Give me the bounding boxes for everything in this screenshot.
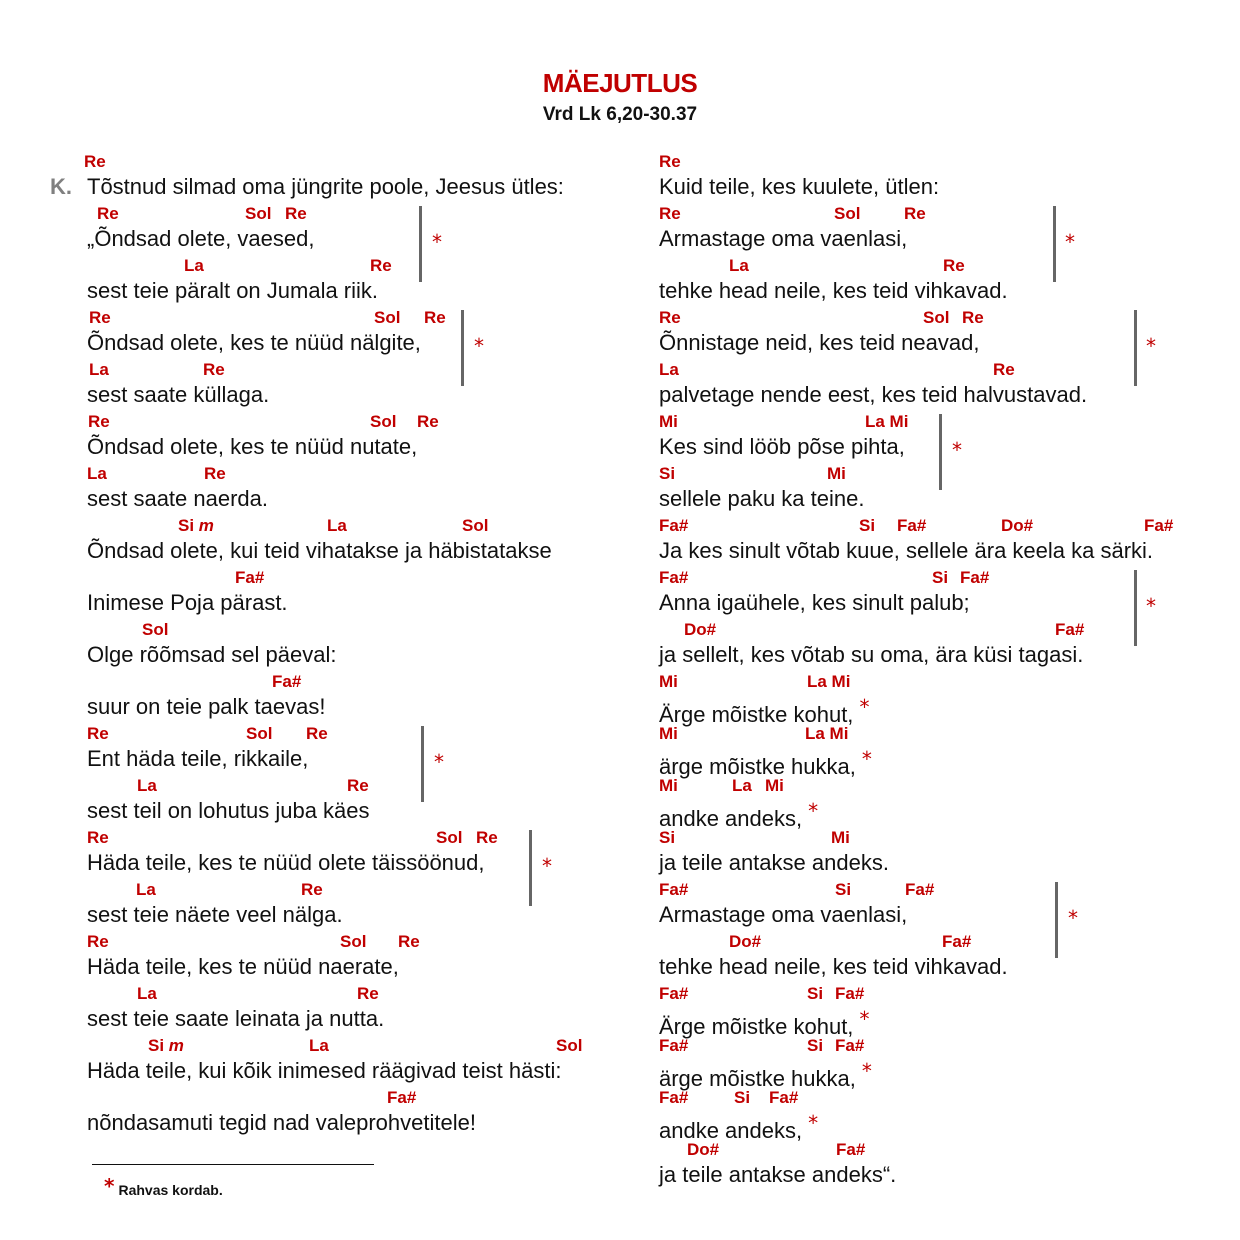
chord-label: Mi: [659, 672, 678, 691]
chord-label: La: [729, 256, 749, 275]
repeat-asterisk-icon: *: [808, 1111, 819, 1135]
chord-label: La: [137, 984, 157, 1003]
chord-row: [659, 876, 1153, 902]
chord-label: Re: [204, 464, 226, 483]
chord-minor-mark: m: [164, 1036, 184, 1055]
lyric-text: [659, 538, 1153, 564]
chord-label: Si: [807, 984, 824, 1003]
lyric-words: Ent häda teile, rikkaile,: [87, 746, 309, 771]
chord-row: [659, 304, 1153, 330]
chord-label: Sol: [462, 516, 489, 535]
chord-label: La: [732, 776, 752, 795]
lyric-words: andke andeks,: [659, 806, 803, 831]
page-title: MÄEJUTLUS: [542, 68, 698, 98]
chord-row: [87, 876, 564, 902]
lyric-words: Ärge mõistke kohut,: [659, 702, 854, 727]
lyric-words: sest saate naerda.: [87, 486, 269, 511]
chord-label: Fa#: [1144, 516, 1174, 535]
footnote: [104, 1174, 223, 1198]
chord-label: Re: [347, 776, 369, 795]
chord-row: [659, 824, 1153, 850]
lyric-text: [659, 642, 1153, 668]
chord-row: [659, 200, 1153, 226]
lyric-text: [87, 486, 564, 512]
lyric-text: [87, 382, 564, 408]
chord-row: [87, 460, 564, 486]
repeat-asterisk-icon: *: [1146, 594, 1156, 618]
lyric-text: [87, 278, 564, 304]
chord-label: Re: [88, 412, 110, 431]
lyric-words: Armastage oma vaenlasi,: [659, 902, 908, 927]
chord-row: [659, 668, 1153, 694]
chord-label: Re: [285, 204, 307, 223]
repeat-asterisk-icon: *: [1065, 230, 1075, 254]
chord-row: [659, 148, 1153, 174]
chord-label: Mi: [659, 776, 678, 795]
chord-row: [87, 252, 564, 278]
chord-label: Re: [659, 308, 681, 327]
repeat-asterisk-icon: *: [861, 1059, 872, 1083]
lyric-words: tehke head neile, kes teid vihkavad.: [659, 954, 1008, 979]
verse-line: [659, 252, 1153, 304]
verse-line: [87, 668, 564, 720]
lyric-words: Häda teile, kes te nüüd olete täissöönud,: [87, 850, 485, 875]
lyric-words: nõndasamuti tegid nad valeprohvetitele!: [87, 1110, 476, 1135]
repeat-asterisk-icon: *: [808, 799, 819, 823]
chord-label: Fa#: [659, 984, 689, 1003]
chord-row: [87, 564, 564, 590]
verse-line: [87, 564, 564, 616]
chord-row: [659, 1084, 1153, 1110]
lyric-text: [87, 694, 564, 720]
chord-row: [659, 512, 1174, 538]
chord-row: [87, 1084, 564, 1110]
chord-label: Sol: [556, 1036, 583, 1055]
lyric-text: [87, 174, 564, 200]
lyric-words: Ärge mõistke kohut,: [659, 1014, 854, 1039]
verse-line: [659, 356, 1153, 408]
chord-row: [87, 304, 564, 330]
lyric-words: andke andeks,: [659, 1118, 803, 1143]
chord-row: [659, 616, 1153, 642]
chord-label: Sol: [142, 620, 169, 639]
lyric-words: Kes sind lööb põse pihta,: [659, 434, 905, 459]
lyric-text: [87, 590, 564, 616]
chord-label: La: [136, 880, 156, 899]
verse-line: [87, 252, 564, 304]
lyric-words: Häda teile, kes te nüüd naerate,: [87, 954, 399, 979]
lyric-text: [87, 1110, 564, 1136]
chord-row: [659, 980, 1153, 1006]
verse-line: [659, 668, 1153, 727]
lyric-words: Õndsad olete, kes te nüüd nutate,: [87, 434, 418, 459]
chord-label: Re: [84, 152, 106, 171]
verse-line: [659, 200, 1153, 252]
verse-line: [87, 824, 564, 876]
verse-line: [87, 772, 564, 824]
speaker-label: K.: [50, 174, 72, 199]
lyric-words: Tõstnud silmad oma jüngrite poole, Jeesus ütles:: [87, 174, 564, 199]
chord-label: La: [309, 1036, 329, 1055]
chord-label: Re: [301, 880, 323, 899]
repeat-asterisk-icon: *: [861, 747, 872, 771]
lyric-text: [87, 434, 564, 460]
chord-label: Fa#: [659, 568, 689, 587]
chord-row: [659, 1032, 1153, 1058]
lyric-text: [659, 226, 1153, 252]
chord-label: Re: [203, 360, 225, 379]
chord-label: Sol: [340, 932, 367, 951]
lyric-words: Õnnistage neid, kes teid neavad,: [659, 330, 980, 355]
chord-row: [659, 252, 1153, 278]
page-subtitle: Vrd Lk 6,20-30.37: [542, 104, 698, 125]
lyric-words: sest teie näete veel nälga.: [87, 902, 343, 927]
chord-row: [87, 980, 564, 1006]
verse-line: [659, 980, 1153, 1039]
verse-line: [659, 512, 1174, 564]
chord-label: La: [87, 464, 107, 483]
chord-label: Fa#: [836, 1140, 866, 1159]
chord-label: Re: [357, 984, 379, 1003]
verse-line: [659, 928, 1153, 980]
chord-label: Mi: [765, 776, 784, 795]
chord-label: Sol: [370, 412, 397, 431]
verse-line: [659, 616, 1153, 668]
repeat-asterisk-icon: *: [859, 695, 870, 719]
lyric-text: [659, 1110, 1153, 1143]
lyric-text: [659, 434, 1153, 460]
chord-label: Sol: [246, 724, 273, 743]
lyric-words: sest teie päralt on Jumala riik.: [87, 278, 379, 303]
chord-label: Si m: [148, 1036, 184, 1055]
chord-label: Si: [932, 568, 949, 587]
verse-line: [87, 408, 564, 460]
repeat-bracket: [1053, 206, 1056, 282]
chord-label: Fa#: [272, 672, 302, 691]
chord-label: Re: [89, 308, 111, 327]
chord-label: Re: [476, 828, 498, 847]
verse-line: [659, 1084, 1153, 1143]
chord-label: Re: [370, 256, 392, 275]
chord-row: [87, 772, 564, 798]
chord-label: Re: [659, 152, 681, 171]
chord-label: Re: [87, 932, 109, 951]
lyric-text: [659, 278, 1153, 304]
chord-row: [84, 148, 564, 174]
repeat-asterisk-icon: *: [432, 230, 442, 254]
chord-label: Mi: [827, 464, 846, 483]
verse-line: [659, 824, 1153, 876]
chord-row: [659, 408, 1153, 434]
repeat-asterisk-icon: *: [952, 438, 962, 462]
lyric-words: ja sellelt, kes võtab su oma, ära küsi tagasi.: [659, 642, 1084, 667]
repeat-bracket: [1055, 882, 1058, 958]
chord-label: Re: [87, 828, 109, 847]
footnote-divider: [92, 1164, 374, 1165]
chord-label: Re: [943, 256, 965, 275]
chord-label: Si: [807, 1036, 824, 1055]
lyric-text: [659, 902, 1153, 928]
lyric-words: sest teil on lohutus juba käes: [87, 798, 370, 823]
lyric-text: [87, 226, 564, 252]
chord-label: Fa#: [769, 1088, 799, 1107]
chord-label: La: [659, 360, 679, 379]
chord-label: Fa#: [835, 984, 865, 1003]
lyric-text: [659, 1058, 1153, 1091]
chord-label: Fa#: [659, 516, 689, 535]
repeat-asterisk-icon: *: [1068, 906, 1078, 930]
verse-line: [659, 148, 1153, 200]
chord-label: Do#: [729, 932, 762, 951]
chord-label: Si: [859, 516, 876, 535]
lyric-words: Kuid teile, kes kuulete, ütlen:: [659, 174, 940, 199]
lyric-words: suur on teie palk taevas!: [87, 694, 326, 719]
chord-row: [87, 928, 564, 954]
chord-row: [87, 200, 564, 226]
lyric-text: [87, 538, 564, 564]
verse-line: [87, 512, 564, 564]
chord-label: La: [184, 256, 204, 275]
chord-label: Sol: [834, 204, 861, 223]
repeat-asterisk-icon: *: [542, 854, 552, 878]
chord-label: Re: [904, 204, 926, 223]
chord-row: [659, 564, 1153, 590]
verse-line: [87, 720, 564, 772]
lyric-text: [659, 1162, 1153, 1188]
verse-line: [659, 304, 1153, 356]
chord-label: Sol: [436, 828, 463, 847]
chord-label: Fa#: [905, 880, 935, 899]
lyric-words: ja teile antakse andeks.: [659, 850, 889, 875]
chord-label: Fa#: [387, 1088, 417, 1107]
chord-row: [87, 1032, 583, 1058]
repeat-asterisk-icon: *: [434, 750, 444, 774]
lyric-words: ärge mõistke hukka,: [659, 1066, 856, 1091]
lyric-words: Armastage oma vaenlasi,: [659, 226, 908, 251]
lyric-words: Ja kes sinult võtab kuue, sellele ära keela ka särki.: [659, 538, 1154, 563]
lyric-words: sest teie saate leinata ja nutta.: [87, 1006, 385, 1031]
lyric-words: Õndsad olete, kes te nüüd nälgite,: [87, 330, 421, 355]
chord-row: [87, 512, 564, 538]
chord-minor-mark: m: [194, 516, 214, 535]
chord-label: Re: [87, 724, 109, 743]
lyric-words: sest saate küllaga.: [87, 382, 270, 407]
lyric-words: Anna igaühele, kes sinult palub;: [659, 590, 970, 615]
chord-label: Do#: [1001, 516, 1034, 535]
lyric-text: [87, 642, 564, 668]
lyric-text: [659, 694, 1153, 727]
chord-label: Sol: [245, 204, 272, 223]
chord-label: Re: [97, 204, 119, 223]
lyric-words: Inimese Poja pärast.: [87, 590, 288, 615]
repeat-bracket: [939, 414, 942, 490]
repeat-bracket: [419, 206, 422, 282]
chord-label: La: [89, 360, 109, 379]
repeat-bracket: [1134, 310, 1137, 386]
repeat-bracket: [1134, 570, 1137, 646]
chord-label: Re: [659, 204, 681, 223]
left-column: [84, 148, 583, 1136]
chord-label: Fa#: [835, 1036, 865, 1055]
chord-row: [659, 720, 1153, 746]
lyric-words: palvetage nende eest, kes teid halvustavad.: [659, 382, 1088, 407]
verse-line: [84, 148, 564, 200]
right-column: [659, 148, 1174, 1188]
chord-label: Mi: [659, 412, 678, 431]
lyric-text: [659, 382, 1153, 408]
repeat-bracket: [421, 726, 424, 802]
lyric-words: Häda teile, kui kõik inimesed räägivad teist hästi:: [87, 1058, 562, 1083]
chord-label: Si m: [178, 516, 214, 535]
chord-row: [659, 772, 1153, 798]
chord-label: Fa#: [942, 932, 972, 951]
chord-label: Fa#: [659, 880, 689, 899]
verse-line: [87, 928, 564, 980]
verse-line: [659, 1032, 1153, 1091]
footnote-text: Rahvas kordab.: [118, 1182, 223, 1198]
chord-row: [87, 824, 564, 850]
verse-line: [659, 460, 1153, 512]
verse-line: [87, 1084, 564, 1136]
chord-row: [87, 356, 564, 382]
verse-line: [87, 356, 564, 408]
chord-label: Re: [398, 932, 420, 951]
chord-label: La: [137, 776, 157, 795]
verse-line: [87, 1032, 583, 1084]
chord-row: [87, 616, 564, 642]
chord-label: La: [327, 516, 347, 535]
lyric-words: Olge rõõmsad sel päeval:: [87, 642, 337, 667]
chord-row: [87, 668, 564, 694]
lyric-words: „Õndsad olete, vaesed,: [87, 226, 315, 251]
chord-label: Si: [835, 880, 852, 899]
chord-row: [659, 356, 1153, 382]
lyric-text: [659, 330, 1153, 356]
verse-line: [87, 616, 564, 668]
lyric-text: [659, 954, 1153, 980]
lyric-words: ärge mõistke hukka,: [659, 754, 856, 779]
chord-label: Re: [417, 412, 439, 431]
lyric-text: [659, 486, 1153, 512]
chord-label: Fa#: [235, 568, 265, 587]
lyric-text: [87, 746, 564, 772]
chord-label: Fa#: [897, 516, 927, 535]
chord-label: Re: [993, 360, 1015, 379]
verse-line: [659, 564, 1153, 616]
lyric-words: ja teile antakse andeks“.: [659, 1162, 897, 1187]
chord-label: Sol: [923, 308, 950, 327]
verse-line: [659, 772, 1153, 831]
verse-line: [87, 980, 564, 1032]
chord-row: [659, 1136, 1153, 1162]
lyric-text: [87, 902, 564, 928]
footnote-asterisk-icon: *: [104, 1174, 115, 1198]
verse-line: [659, 876, 1153, 928]
chord-label: Re: [424, 308, 446, 327]
repeat-bracket: [529, 830, 532, 906]
chord-label: Fa#: [659, 1036, 689, 1055]
lyric-text: [87, 1058, 564, 1084]
lyric-text: [87, 850, 564, 876]
chord-row: [659, 928, 1153, 954]
lyric-text: [659, 174, 1153, 200]
chord-label: Si: [734, 1088, 751, 1107]
verse-line: [659, 720, 1153, 779]
chord-label: Si: [659, 464, 676, 483]
repeat-asterisk-icon: *: [474, 334, 484, 358]
repeat-asterisk-icon: *: [859, 1007, 870, 1031]
lyric-text: [87, 1006, 564, 1032]
chord-label: Mi: [831, 828, 850, 847]
chord-label: Fa#: [659, 1088, 689, 1107]
lyric-text: [87, 954, 564, 980]
chord-label: Do#: [687, 1140, 720, 1159]
chord-label: Re: [962, 308, 984, 327]
lyric-words: tehke head neile, kes teid vihkavad.: [659, 278, 1008, 303]
lyric-text: [659, 850, 1153, 876]
lyric-text: [659, 1006, 1153, 1039]
lyric-text: [659, 746, 1153, 779]
lyric-text: [87, 330, 564, 356]
lyric-text: [659, 590, 1153, 616]
chord-label: La Mi: [865, 412, 909, 431]
chord-row: [659, 460, 1153, 486]
chord-row: [87, 720, 564, 746]
repeat-bracket: [461, 310, 464, 386]
lyric-text: [659, 798, 1153, 831]
verse-line: [87, 460, 564, 512]
verse-line: [87, 304, 564, 356]
verse-line: [659, 408, 1153, 460]
chord-label: La Mi: [805, 724, 849, 743]
verse-line: [87, 200, 564, 252]
repeat-asterisk-icon: *: [1146, 334, 1156, 358]
chord-label: Fa#: [1055, 620, 1085, 639]
lyric-words: Õndsad olete, kui teid vihatakse ja häbistatakse: [87, 538, 552, 563]
chord-label: Fa#: [960, 568, 990, 587]
lyric-text: [87, 798, 564, 824]
chord-label: Re: [306, 724, 328, 743]
lyric-words: sellele paku ka teine.: [659, 486, 865, 511]
chord-label: Si: [659, 828, 676, 847]
chord-label: Mi: [659, 724, 678, 743]
verse-line: [659, 1136, 1153, 1188]
chord-row: [87, 408, 564, 434]
chord-label: Do#: [684, 620, 717, 639]
chord-label: La Mi: [807, 672, 851, 691]
chord-label: Sol: [374, 308, 401, 327]
verse-line: [87, 876, 564, 928]
